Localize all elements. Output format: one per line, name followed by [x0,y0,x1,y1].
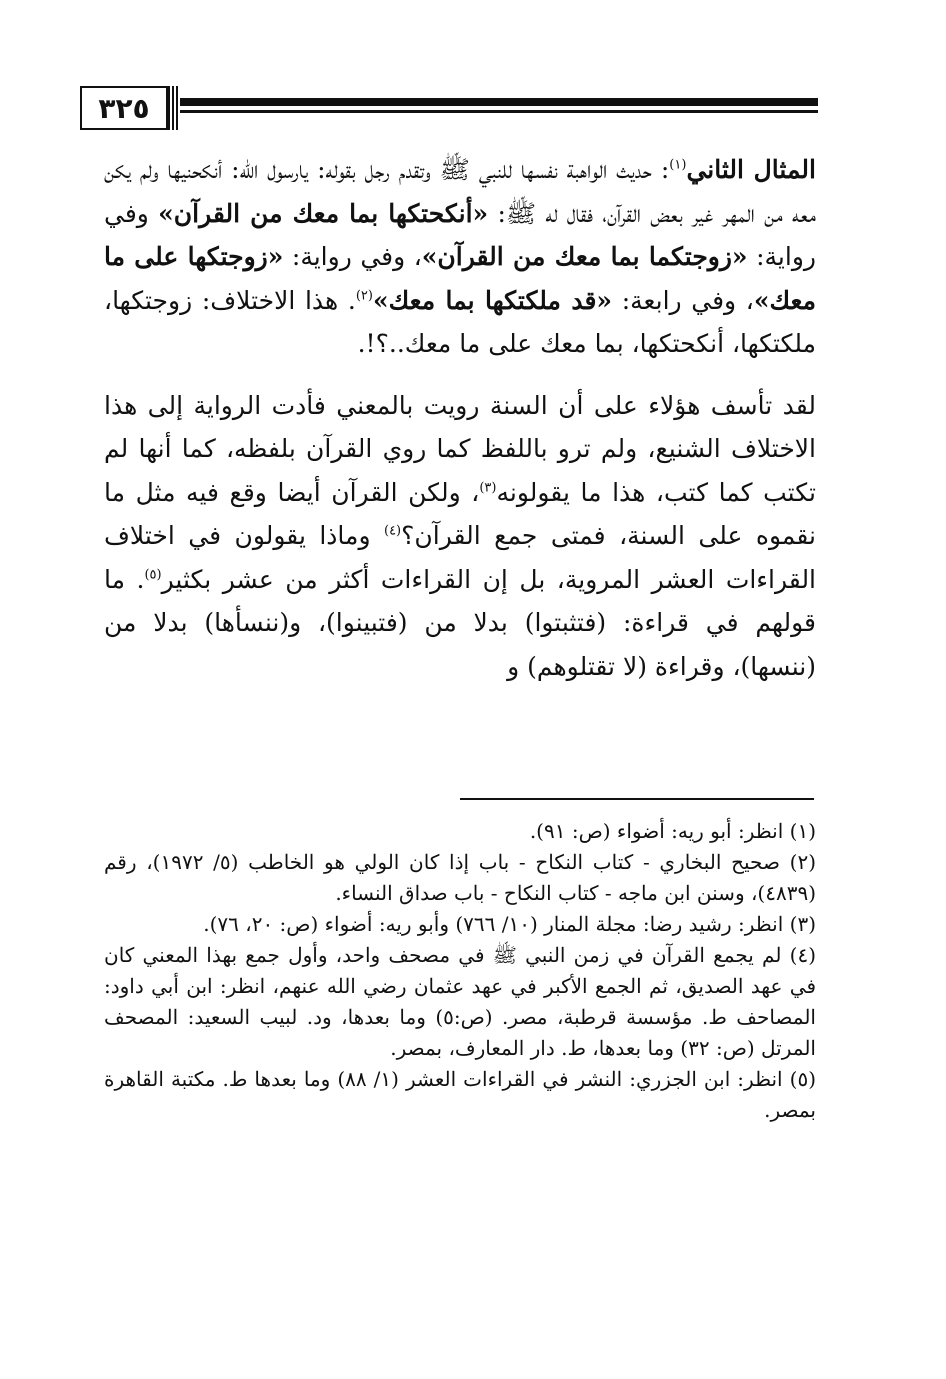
text-run: . ما قولهم في قراءة: (فتثبتوا) بدلا من (فتبينوا)، و(ننسأها) بدلا من (ننسها)، وقراءة (لا تقتلوهم) و [104,564,816,681]
text-run: لقد تأسف هؤلاء على أن السنة رويت بالمعني فأدت الرواية إلى هذا الاختلاف الشنيع، ولم ترو باللفظ كما روي القرآن بلفظه، كما أنها لم تكتب كما كتب، هذا ما يقولونه [104,390,816,507]
footnote: (٢) صحيح البخاري - كتاب النكاح - باب إذا كان الولي هو الخاطب (٥/ ١٩٧٢)، رقم (٤٨٣٩)، وسنن ابن ماجه - كتاب النكاح - باب صداق النساء. [104,850,816,905]
main-text [104,148,816,688]
quotation: «زوجتكها على ما معك» [104,242,817,315]
footnote: (٤) لم يجمع القرآن في زمن النبي ﷺ في مصحف واحد، وأول جمع بهذا المعني كان في عهد الصديق، ثم الجمع الأكبر في عهد عثمان رضي الله عنهم، انظر: ابن أبي داود: المصاحف ط. مؤسسة قرطبة، مصر. (ص:٥) وما بعدها، ود. لبيب السعيد: المصحف المرتل (ص: ٣٢) وما بعدها، ط. دار المعارف، بمصر. [104,943,816,1060]
footnote: (١) انظر: أبو ريه: أضواء (ص: ٩١). [529,819,816,843]
text-run: ، وفي رابعة: [612,285,754,315]
text-run: . هذا الاختلاف: زوجتكها، ملكتكها، أنكحتكها، بما معك على ما معك..؟!. [104,285,816,358]
quotation: «قد ملكتكها بما معك» [372,285,613,315]
footnote-divider [460,798,814,800]
footnote: (٥) انظر: ابن الجزري: النشر في القراءات العشر (١/ ٨٨) وما بعدها ط. مكتبة القاهرة بمصر. [104,1067,816,1122]
footnote: (٣) انظر: رشيد رضا: مجلة المنار (١٠/ ٧٦٦) وأبو ريه: أضواء (ص: ٢٠، ٧٦). [203,912,816,936]
footnote-ref: (٢) [355,288,373,304]
header-ornament [168,86,180,130]
footnote-ref: (٤) [383,523,402,539]
quotation: «أنكحتكها بما معك من القرآن» [158,198,489,228]
footnote-ref: (٥) [144,567,162,583]
text-run: ، وفي رواية: [283,242,422,271]
header-rule-thin [180,110,818,113]
text-run: : حديث الواهبة نفسها للنبي ﷺ وتقدم رجل بقوله: يارسول الله: أنكحنيها ولم يكن معه من المهر غير بعض القرآن، فقال له ﷺ: [104,155,817,228]
page-number: ٣٢٥ [80,86,168,130]
paragraph [104,148,816,366]
example-heading: المثال الثاني [686,155,816,184]
quotation: «زوجتكما بما معك من القرآن» [421,242,748,271]
footnote-ref: (١) [669,157,687,173]
text-run: وفي رواية: [104,198,816,271]
paragraph [104,384,816,689]
footnotes [104,816,816,1126]
page-header [80,86,818,132]
text-run: ، ولكن القرآن أيضا وقع فيه مثل ما نقموه على السنة، فمتى جمع القرآن؟ [104,477,816,550]
footnote-ref: (٣) [479,480,497,496]
header-rule [180,98,818,106]
text-run: وماذا يقولون في اختلاف القراءات العشر المروية، بل إن القراءات أكثر من عشر بكثير [104,521,817,594]
